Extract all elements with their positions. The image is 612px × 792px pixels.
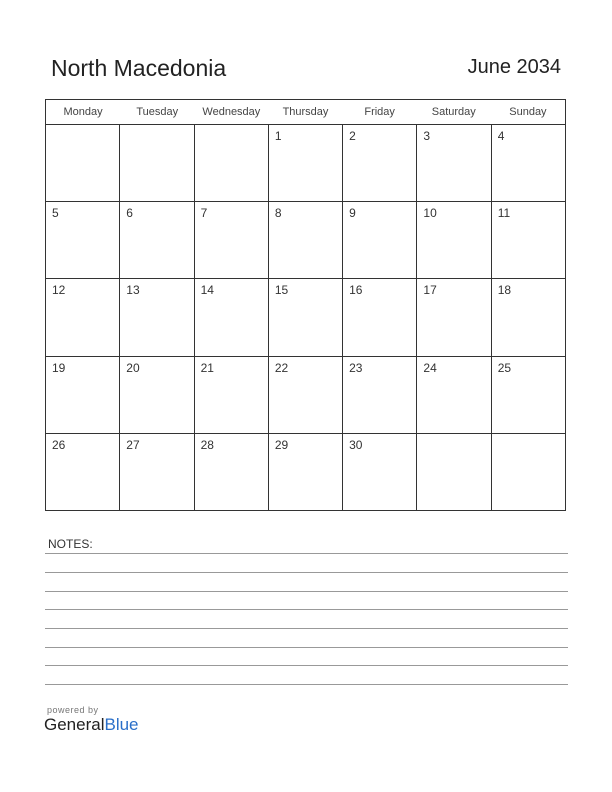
day-number: 14 xyxy=(200,283,214,298)
day-cell xyxy=(120,357,194,433)
day-cell xyxy=(417,202,491,278)
day-number: 17 xyxy=(423,283,437,298)
brand-blue-text: Blue xyxy=(104,715,139,734)
weekday-label: Friday xyxy=(364,106,395,118)
day-number: 28 xyxy=(200,437,214,452)
day-cell xyxy=(46,434,120,511)
day-number: 5 xyxy=(52,206,59,221)
day-cell xyxy=(492,279,565,355)
day-number: 30 xyxy=(349,437,363,452)
day-number: 2 xyxy=(349,129,356,143)
weekday-label: Thursday xyxy=(282,106,329,118)
day-cell xyxy=(46,202,120,278)
calendar-grid xyxy=(45,99,566,511)
brand-logo xyxy=(44,705,139,735)
day-cell xyxy=(343,125,417,201)
weekday-header xyxy=(46,100,565,125)
day-number: 24 xyxy=(423,360,437,375)
country-title: North Macedonia xyxy=(51,55,227,81)
day-number: 16 xyxy=(349,283,363,298)
day-number: 22 xyxy=(274,360,289,375)
note-line xyxy=(45,609,568,610)
brand-name xyxy=(44,715,139,735)
day-cell xyxy=(492,357,565,433)
day-cell xyxy=(492,125,565,201)
day-number: 20 xyxy=(126,360,140,375)
day-number: 29 xyxy=(274,437,289,452)
day-cell xyxy=(195,357,269,433)
day-cell xyxy=(417,279,491,355)
day-cell xyxy=(269,125,343,201)
day-cell xyxy=(343,202,417,278)
day-cell xyxy=(492,434,565,511)
day-cell xyxy=(120,434,194,511)
brand-general-text: General xyxy=(44,715,105,734)
day-number: 10 xyxy=(423,206,437,221)
day-number: 21 xyxy=(200,360,214,375)
day-cell xyxy=(195,279,269,355)
day-number: 25 xyxy=(497,360,512,375)
day-cell xyxy=(120,202,194,278)
powered-by-text: powered by xyxy=(47,705,99,715)
day-number: 18 xyxy=(497,283,512,298)
day-number: 3 xyxy=(423,129,431,143)
note-line xyxy=(45,665,568,666)
day-cell xyxy=(269,357,343,433)
day-number: 7 xyxy=(200,206,208,221)
day-number: 23 xyxy=(349,360,363,375)
day-number: 19 xyxy=(52,360,66,375)
day-cell xyxy=(195,125,269,201)
day-cell xyxy=(343,279,417,355)
day-cell xyxy=(46,279,120,355)
weekday-label: Monday xyxy=(63,106,103,118)
day-cell xyxy=(46,357,120,433)
day-number: 9 xyxy=(349,206,356,221)
note-line xyxy=(45,591,568,592)
weekday-label: Wednesday xyxy=(202,106,261,118)
week-row xyxy=(46,279,565,356)
day-number: 27 xyxy=(126,437,140,452)
note-line xyxy=(45,647,568,648)
day-number: 13 xyxy=(126,283,140,298)
day-cell xyxy=(343,434,417,511)
day-number: 1 xyxy=(274,129,282,143)
week-row xyxy=(46,202,565,279)
day-cell xyxy=(269,202,343,278)
week-row xyxy=(46,434,565,511)
day-number: 12 xyxy=(52,283,66,298)
day-cell xyxy=(492,202,565,278)
day-number: 4 xyxy=(497,129,505,143)
day-cell xyxy=(120,125,194,201)
day-cell xyxy=(195,434,269,511)
week-row xyxy=(46,357,565,434)
day-number: 8 xyxy=(274,206,282,221)
note-line xyxy=(45,684,568,685)
day-cell xyxy=(417,434,491,511)
day-cell xyxy=(343,357,417,433)
day-cell xyxy=(46,125,120,201)
day-number: 11 xyxy=(497,206,511,221)
note-line xyxy=(45,572,568,573)
day-cell xyxy=(269,434,343,511)
note-line xyxy=(45,628,568,629)
day-number: 15 xyxy=(274,283,289,298)
day-cell xyxy=(417,357,491,433)
week-row xyxy=(46,125,565,202)
day-number: 26 xyxy=(52,437,66,452)
day-cell xyxy=(120,279,194,355)
day-cell xyxy=(417,125,491,201)
day-cell xyxy=(195,202,269,278)
weekday-label: Saturday xyxy=(431,106,476,118)
weeks-container xyxy=(46,125,565,511)
month-title: June 2034 xyxy=(467,56,561,78)
weekday-label: Tuesday xyxy=(136,106,179,118)
note-line xyxy=(45,553,568,554)
day-cell xyxy=(269,279,343,355)
day-number: 6 xyxy=(126,206,133,221)
notes-label: NOTES: xyxy=(48,537,93,551)
weekday-label: Sunday xyxy=(509,106,547,118)
